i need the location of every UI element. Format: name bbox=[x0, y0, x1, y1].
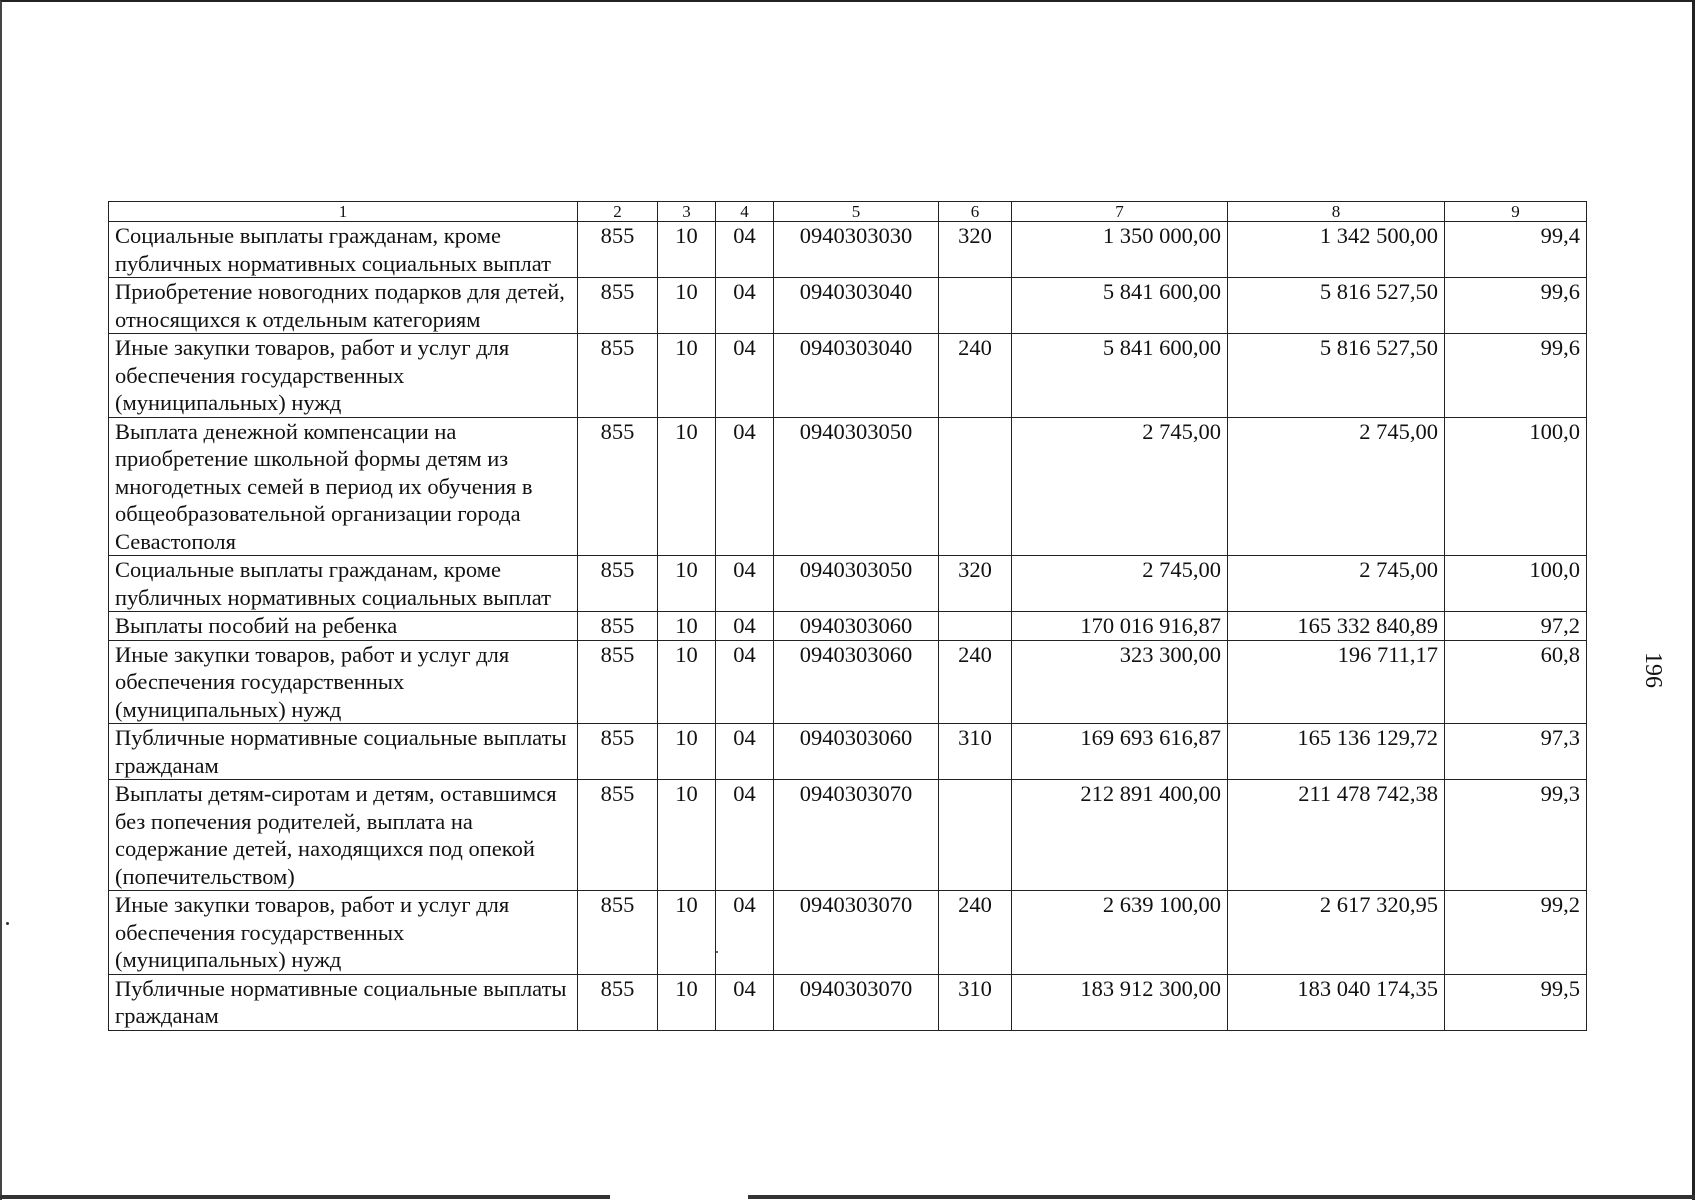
row-name-cell: Выплаты пособий на ребенка bbox=[109, 612, 578, 641]
target-article-cell: 0940303040 bbox=[774, 334, 939, 418]
table-row bbox=[109, 417, 1587, 556]
column-header: 7 bbox=[1012, 202, 1228, 222]
column-header: 1 bbox=[109, 202, 578, 222]
planned-amount-cell: 212 891 400,00 bbox=[1012, 780, 1228, 891]
executed-amount-cell: 211 478 742,38 bbox=[1228, 780, 1445, 891]
target-article-cell: 0940303030 bbox=[774, 222, 939, 278]
planned-amount-cell: 183 912 300,00 bbox=[1012, 974, 1228, 1030]
section-cell: 10 bbox=[658, 612, 716, 641]
executed-amount-cell: 165 332 840,89 bbox=[1228, 612, 1445, 641]
table-row bbox=[109, 724, 1587, 780]
row-name-cell: Приобретение новогодних подарков для детей, относящихся к отдельным категориям bbox=[109, 278, 578, 334]
table-row bbox=[109, 612, 1587, 641]
executed-amount-cell: 2 617 320,95 bbox=[1228, 891, 1445, 975]
subsection-cell: 04 bbox=[716, 334, 774, 418]
executed-amount-cell: 2 745,00 bbox=[1228, 556, 1445, 612]
row-name-cell: Иные закупки товаров, работ и услуг для обеспечения государственных (муниципальных) нужд bbox=[109, 334, 578, 418]
percent-cell: 100,0 bbox=[1445, 556, 1587, 612]
table-body bbox=[109, 222, 1587, 1031]
column-header: 2 bbox=[578, 202, 658, 222]
code-cell: 855 bbox=[578, 891, 658, 975]
scan-edge-left bbox=[0, 1195, 610, 1199]
target-article-cell: 0940303070 bbox=[774, 780, 939, 891]
table-row bbox=[109, 640, 1587, 724]
subsection-cell: 04 bbox=[716, 556, 774, 612]
code-cell: 855 bbox=[578, 974, 658, 1030]
subsection-cell: 04 bbox=[716, 974, 774, 1030]
table-row bbox=[109, 278, 1587, 334]
executed-amount-cell: 165 136 129,72 bbox=[1228, 724, 1445, 780]
expense-type-cell bbox=[939, 417, 1012, 556]
expense-type-cell: 310 bbox=[939, 974, 1012, 1030]
planned-amount-cell: 5 841 600,00 bbox=[1012, 278, 1228, 334]
section-cell: 10 bbox=[658, 724, 716, 780]
table-row bbox=[109, 974, 1587, 1030]
column-header: 5 bbox=[774, 202, 939, 222]
section-cell: 10 bbox=[658, 640, 716, 724]
column-header: 6 bbox=[939, 202, 1012, 222]
row-name-cell: Социальные выплаты гражданам, кроме публичных нормативных социальных выплат bbox=[109, 222, 578, 278]
section-cell: 10 bbox=[658, 334, 716, 418]
planned-amount-cell: 169 693 616,87 bbox=[1012, 724, 1228, 780]
section-cell: 10 bbox=[658, 556, 716, 612]
row-name-cell: Иные закупки товаров, работ и услуг для обеспечения государственных (муниципальных) нужд bbox=[109, 640, 578, 724]
planned-amount-cell: 323 300,00 bbox=[1012, 640, 1228, 724]
executed-amount-cell: 5 816 527,50 bbox=[1228, 278, 1445, 334]
column-header: 3 bbox=[658, 202, 716, 222]
row-name-cell: Иные закупки товаров, работ и услуг для обеспечения государственных (муниципальных) нужд bbox=[109, 891, 578, 975]
scan-speck bbox=[6, 922, 9, 925]
section-cell: 10 bbox=[658, 278, 716, 334]
executed-amount-cell: 183 040 174,35 bbox=[1228, 974, 1445, 1030]
expense-type-cell bbox=[939, 612, 1012, 641]
subsection-cell: 04 bbox=[716, 612, 774, 641]
table-row bbox=[109, 222, 1587, 278]
executed-amount-cell: 5 816 527,50 bbox=[1228, 334, 1445, 418]
percent-cell: 97,2 bbox=[1445, 612, 1587, 641]
target-article-cell: 0940303050 bbox=[774, 417, 939, 556]
target-article-cell: 0940303040 bbox=[774, 278, 939, 334]
expense-type-cell: 240 bbox=[939, 334, 1012, 418]
row-name-cell: Выплата денежной компенсации на приобретение школьной формы детям из многодетных семей в период их обучения в общеобразовательной организации города Севастополя bbox=[109, 417, 578, 556]
section-cell: 10 bbox=[658, 222, 716, 278]
subsection-cell: 04 bbox=[716, 640, 774, 724]
target-article-cell: 0940303070 bbox=[774, 974, 939, 1030]
target-article-cell: 0940303070 bbox=[774, 891, 939, 975]
code-cell: 855 bbox=[578, 780, 658, 891]
subsection-cell: 04 bbox=[716, 891, 774, 975]
code-cell: 855 bbox=[578, 334, 658, 418]
percent-cell: 99,3 bbox=[1445, 780, 1587, 891]
executed-amount-cell: 2 745,00 bbox=[1228, 417, 1445, 556]
percent-cell: 99,5 bbox=[1445, 974, 1587, 1030]
code-cell: 855 bbox=[578, 417, 658, 556]
table-header-row bbox=[109, 202, 1587, 222]
section-cell: 10 bbox=[658, 974, 716, 1030]
expense-type-cell: 310 bbox=[939, 724, 1012, 780]
table-row bbox=[109, 780, 1587, 891]
code-cell: 855 bbox=[578, 640, 658, 724]
percent-cell: 100,0 bbox=[1445, 417, 1587, 556]
target-article-cell: 0940303050 bbox=[774, 556, 939, 612]
row-name-cell: Выплаты детям-сиротам и детям, оставшимся без попечения родителей, выплата на содержание детей, находящихся под опекой (попечительством) bbox=[109, 780, 578, 891]
row-name-cell: Социальные выплаты гражданам, кроме публичных нормативных социальных выплат bbox=[109, 556, 578, 612]
section-cell: 10 bbox=[658, 891, 716, 975]
planned-amount-cell: 5 841 600,00 bbox=[1012, 334, 1228, 418]
code-cell: 855 bbox=[578, 612, 658, 641]
subsection-cell: 04 bbox=[716, 278, 774, 334]
target-article-cell: 0940303060 bbox=[774, 640, 939, 724]
row-name-cell: Публичные нормативные социальные выплаты гражданам bbox=[109, 974, 578, 1030]
scan-edge-right bbox=[748, 1195, 1695, 1199]
percent-cell: 99,4 bbox=[1445, 222, 1587, 278]
planned-amount-cell: 170 016 916,87 bbox=[1012, 612, 1228, 641]
executed-amount-cell: 196 711,17 bbox=[1228, 640, 1445, 724]
percent-cell: 97,3 bbox=[1445, 724, 1587, 780]
planned-amount-cell: 2 639 100,00 bbox=[1012, 891, 1228, 975]
subsection-cell: 04 bbox=[716, 222, 774, 278]
table-row bbox=[109, 891, 1587, 975]
percent-cell: 99,6 bbox=[1445, 278, 1587, 334]
executed-amount-cell: 1 342 500,00 bbox=[1228, 222, 1445, 278]
expense-type-cell: 320 bbox=[939, 222, 1012, 278]
percent-cell: 60,8 bbox=[1445, 640, 1587, 724]
section-cell: 10 bbox=[658, 780, 716, 891]
planned-amount-cell: 2 745,00 bbox=[1012, 417, 1228, 556]
subsection-cell: 04 bbox=[716, 724, 774, 780]
code-cell: 855 bbox=[578, 278, 658, 334]
code-cell: 855 bbox=[578, 222, 658, 278]
column-header: 9 bbox=[1445, 202, 1587, 222]
expense-type-cell: 320 bbox=[939, 556, 1012, 612]
column-header: 4 bbox=[716, 202, 774, 222]
planned-amount-cell: 2 745,00 bbox=[1012, 556, 1228, 612]
code-cell: 855 bbox=[578, 556, 658, 612]
page-number: 196 bbox=[1640, 652, 1666, 688]
section-cell: 10 bbox=[658, 417, 716, 556]
expense-type-cell: 240 bbox=[939, 640, 1012, 724]
code-cell: 855 bbox=[578, 724, 658, 780]
subsection-cell: 04 bbox=[716, 780, 774, 891]
expense-type-cell bbox=[939, 780, 1012, 891]
table-row bbox=[109, 334, 1587, 418]
planned-amount-cell: 1 350 000,00 bbox=[1012, 222, 1228, 278]
subsection-cell: 04 bbox=[716, 417, 774, 556]
expense-type-cell bbox=[939, 278, 1012, 334]
table-row bbox=[109, 556, 1587, 612]
percent-cell: 99,6 bbox=[1445, 334, 1587, 418]
expense-type-cell: 240 bbox=[939, 891, 1012, 975]
percent-cell: 99,2 bbox=[1445, 891, 1587, 975]
budget-table bbox=[108, 201, 1587, 1031]
target-article-cell: 0940303060 bbox=[774, 724, 939, 780]
column-header: 8 bbox=[1228, 202, 1445, 222]
target-article-cell: 0940303060 bbox=[774, 612, 939, 641]
row-name-cell: Публичные нормативные социальные выплаты гражданам bbox=[109, 724, 578, 780]
